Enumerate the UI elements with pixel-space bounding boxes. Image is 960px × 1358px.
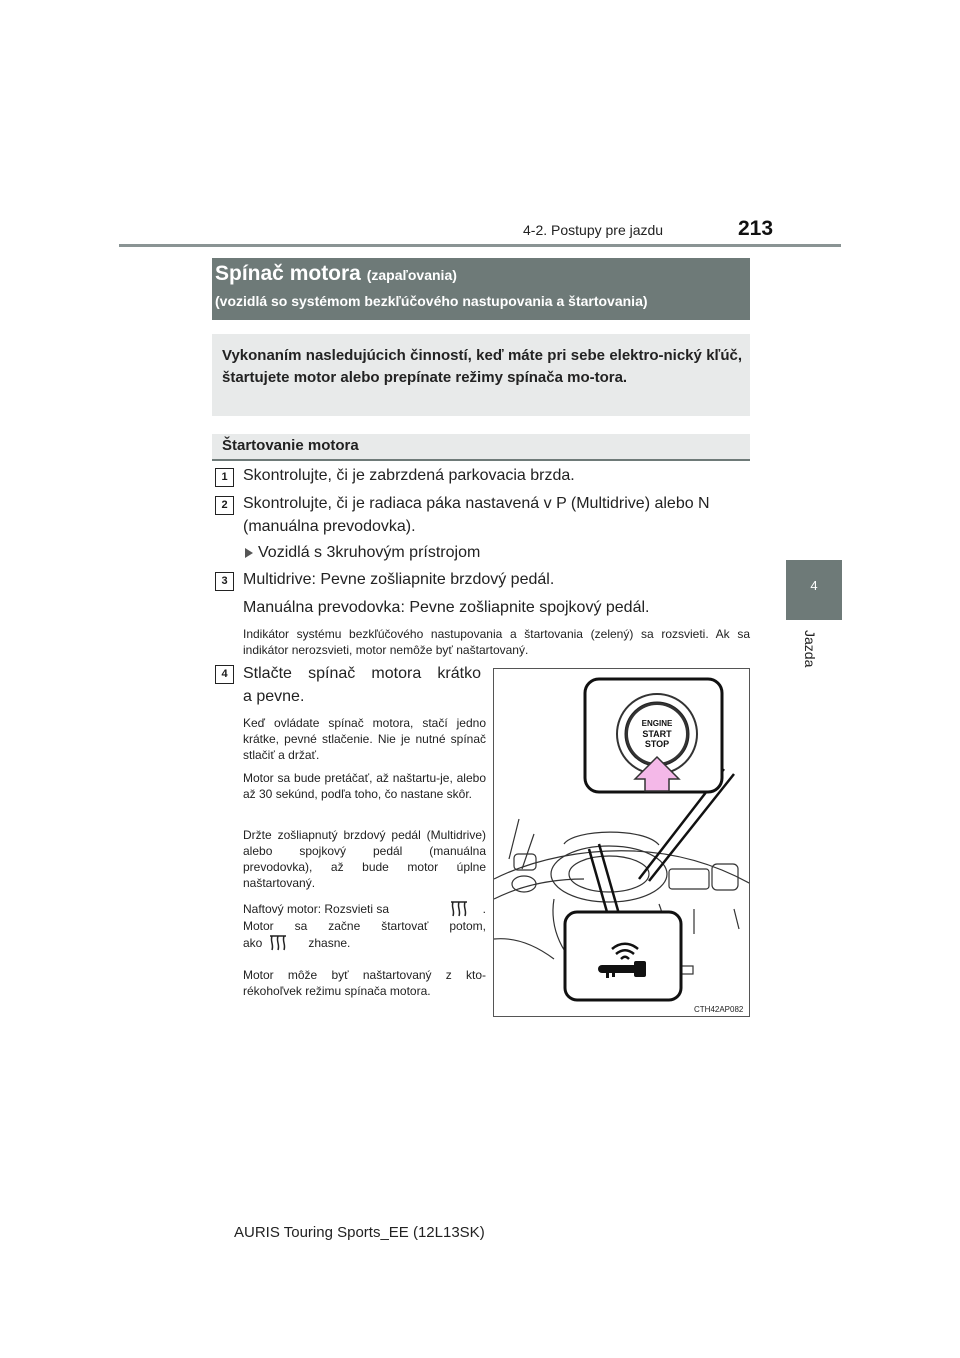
button-label-start: START — [642, 729, 672, 739]
subsection-heading — [212, 434, 750, 461]
section-title: 4-2. Postupy pre jazdu — [523, 222, 664, 238]
step-3-line-2: Manuálna prevodovka: Pevne zošliapnite spojkový pedál. — [243, 599, 650, 616]
intro-text: Vykonaním nasledujúcich činností, keď máte pri sebe elektro-nický kľúč, štartujete motor alebo prepínate režimy spínača mo-tora. — [222, 347, 742, 386]
step-4-note-3: Držte zošliapnutý brzdový pedál (Multidrive) alebo spojkový pedál (manuálna prevodovka), až bude motor úplne naštartovaný. — [243, 828, 486, 890]
step-4-note-4 — [243, 900, 486, 966]
note-4-text-d: ako — [243, 936, 263, 950]
title-banner — [212, 258, 750, 320]
intro-panel — [212, 334, 750, 416]
page-number: 213 — [738, 217, 774, 240]
chapter-number: 4 — [810, 578, 818, 593]
step-1-text: Skontrolujte, či je zabrzdená parkovacia brzda. — [243, 467, 575, 484]
note-4-text-c: Motor sa začne štartovať potom, — [243, 919, 486, 933]
illustration-code: CTH42AP082 — [694, 1005, 744, 1014]
step-3-number: 3 — [215, 572, 234, 591]
button-label-engine: ENGINE — [641, 719, 673, 728]
title-main-small: (zapaľovania) — [366, 267, 457, 283]
bullet-arrow-icon — [245, 548, 253, 558]
step-4-line-1: Stlačte spínač motora krátko — [243, 665, 481, 682]
step-4-note-1: Keď ovládate spínač motora, stačí jedno krátke, pevné stlačenie. Nie je nutné spínač stlačiť a držať. — [243, 716, 486, 762]
bullet-text: Vozidlá s 3kruhovým prístrojom — [258, 544, 481, 561]
step-2-line-2: (manuálna prevodovka). — [243, 518, 416, 535]
button-label-stop: STOP — [644, 739, 670, 749]
title-main — [215, 262, 457, 286]
step-4-note-5: Motor môže byť naštartovaný z kto-rékohoľvek režimu spínača motora. — [243, 968, 486, 998]
chapter-label: Jazda — [802, 630, 818, 668]
step-3-line-1: Multidrive: Pevne zošliapnite brzdový pedál. — [243, 571, 555, 588]
dashboard-drawing — [494, 669, 750, 1017]
start-stop-button-label — [627, 719, 687, 749]
title-main-text: Spínač motora — [215, 262, 367, 285]
subsection-title: Štartovanie motora — [222, 437, 359, 454]
note-4-text-a: Naftový motor: Rozsvieti sa — [243, 902, 390, 916]
footer-model: AURIS Touring Sports_EE (12L13SK) — [234, 1224, 485, 1241]
step-2-line-1: Skontrolujte, či je radiaca páka nastavená v P (Multidrive) alebo N — [243, 495, 710, 512]
header-rule — [119, 244, 841, 247]
step-4-note-2: Motor sa bude pretáčať, až naštartu-je, alebo až 30 sekúnd, podľa toho, čo nastane skôr. — [243, 771, 486, 801]
glow-plug-icon — [449, 900, 483, 918]
step-1-number: 1 — [215, 468, 234, 487]
step-3-note: Indikátor systému bezkľúčového nastupovania a štartovania (zelený) sa rozsvieti. Ak sa indikátor nerozsvieti, motor nemôže byť naštartovaný. — [243, 627, 750, 657]
step-2-number: 2 — [215, 496, 234, 515]
note-4-text-e: zhasne. — [308, 936, 351, 950]
engine-switch-illustration — [493, 668, 750, 1017]
note-4-text-b: . — [482, 902, 486, 916]
glow-plug-icon — [268, 934, 302, 952]
step-4-line-2: a pevne. — [243, 688, 305, 705]
title-subtitle: (vozidlá so systémom bezkľúčového nastupovania a štartovania) — [215, 293, 648, 309]
step-4-number: 4 — [215, 665, 234, 684]
